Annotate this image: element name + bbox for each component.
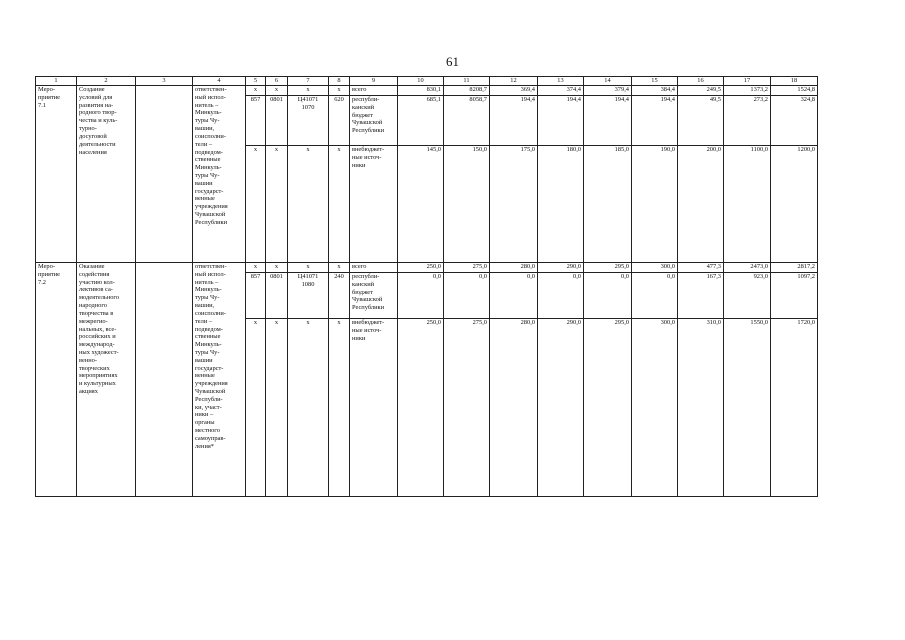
value-cell: 1524,8	[771, 86, 818, 96]
value-cell: 280,0	[490, 263, 538, 273]
header-cell: 6	[266, 77, 288, 86]
header-cell: 16	[678, 77, 724, 86]
header-cell: 3	[136, 77, 193, 86]
header-cell: 7	[288, 77, 329, 86]
value-cell: 150,0	[444, 146, 490, 263]
grbs-code: 857	[246, 96, 266, 146]
measure-col3	[136, 263, 193, 497]
section-code: х	[266, 319, 288, 497]
value-cell: 249,5	[678, 86, 724, 96]
header-cell: 12	[490, 77, 538, 86]
target-item-code: х	[288, 319, 329, 497]
header-cell: 2	[77, 77, 136, 86]
value-cell: 1720,0	[771, 319, 818, 497]
value-cell: 1097,2	[771, 273, 818, 319]
value-cell: 2817,2	[771, 263, 818, 273]
value-cell: 300,0	[632, 319, 678, 497]
table-row	[36, 86, 818, 96]
table-row	[36, 263, 818, 273]
expense-type-code: х	[329, 86, 350, 96]
value-cell: 194,4	[490, 96, 538, 146]
value-cell: 250,0	[398, 263, 444, 273]
value-cell: 310,0	[678, 319, 724, 497]
section-code: 0801	[266, 96, 288, 146]
value-cell: 0,0	[444, 273, 490, 319]
measure-description: Оказание содействия участию кол- лективов са- модеятельного народного творчества в межрегио- нальных, все- российских и международ- ных художест- венно- творческих мероприятиях и культурных акциях	[77, 263, 136, 497]
value-cell: 8058,7	[444, 96, 490, 146]
value-cell: 369,4	[490, 86, 538, 96]
section-code: 0801	[266, 273, 288, 319]
grbs-code: х	[246, 86, 266, 96]
value-cell: 2473,0	[724, 263, 771, 273]
header-cell: 17	[724, 77, 771, 86]
value-cell: 185,0	[584, 146, 632, 263]
value-cell: 145,0	[398, 146, 444, 263]
value-cell: 290,0	[538, 319, 584, 497]
header-cell: 1	[36, 77, 77, 86]
value-cell: 275,0	[444, 319, 490, 497]
header-cell: 13	[538, 77, 584, 86]
value-cell: 0,0	[538, 273, 584, 319]
funding-source: всего	[350, 86, 398, 96]
value-cell: 180,0	[538, 146, 584, 263]
value-cell: 830,1	[398, 86, 444, 96]
header-cell: 9	[350, 77, 398, 86]
value-cell: 0,0	[398, 273, 444, 319]
measure-executors: ответствен- ный испол- нитель – Минкуль- туры Чу- вашии, соисполни- тели – подведом- ственные Минкуль- туры Чу- вашии государст- венные учреждения Чувашской Республики	[193, 86, 246, 263]
value-cell: 477,3	[678, 263, 724, 273]
header-cell: 4	[193, 77, 246, 86]
value-cell: 175,0	[490, 146, 538, 263]
measure-executors: ответствен- ный испол- нитель – Минкуль- туры Чу- вашии, соисполни- тели – подведом- ственные Минкуль- туры Чу- вашии государст- венные учреждения Чувашской Республи- ки, участ- ники – органы местного самоуправ- ления*	[193, 263, 246, 497]
value-cell: 273,2	[724, 96, 771, 146]
target-item-code: Ц41071 1070	[288, 96, 329, 146]
funding-source: республи- канский бюджет Чувашской Республики	[350, 273, 398, 319]
funding-source: внебюджет- ные источ- ники	[350, 146, 398, 263]
value-cell: 379,4	[584, 86, 632, 96]
header-cell: 10	[398, 77, 444, 86]
value-cell: 275,0	[444, 263, 490, 273]
value-cell: 194,4	[632, 96, 678, 146]
section-code: х	[266, 146, 288, 263]
funding-source: республи- канский бюджет Чувашской Республики	[350, 96, 398, 146]
value-cell: 0,0	[584, 273, 632, 319]
funding-source: всего	[350, 263, 398, 273]
target-item-code: х	[288, 86, 329, 96]
value-cell: 167,3	[678, 273, 724, 319]
value-cell: 8208,7	[444, 86, 490, 96]
program-measures-table	[35, 76, 818, 497]
section-code: х	[266, 263, 288, 273]
value-cell: 0,0	[490, 273, 538, 319]
expense-type-code: 620	[329, 96, 350, 146]
expense-type-code: х	[329, 319, 350, 497]
header-cell: 14	[584, 77, 632, 86]
value-cell: 0,0	[632, 273, 678, 319]
target-item-code: х	[288, 263, 329, 273]
value-cell: 290,0	[538, 263, 584, 273]
value-cell: 384,4	[632, 86, 678, 96]
value-cell: 49,5	[678, 96, 724, 146]
value-cell: 685,1	[398, 96, 444, 146]
expense-type-code: х	[329, 146, 350, 263]
target-item-code: х	[288, 146, 329, 263]
value-cell: 1100,0	[724, 146, 771, 263]
grbs-code: х	[246, 319, 266, 497]
header-cell: 11	[444, 77, 490, 86]
value-cell: 190,0	[632, 146, 678, 263]
header-cell: 5	[246, 77, 266, 86]
header-cell: 15	[632, 77, 678, 86]
measure-description: Создание условий для развития на- родного твор- чества и куль- турно- досуговой деятельности населения	[77, 86, 136, 263]
header-cell: 8	[329, 77, 350, 86]
value-cell: 295,0	[584, 263, 632, 273]
measure-number: Меро- приятие 7.2	[36, 263, 77, 497]
value-cell: 194,4	[538, 96, 584, 146]
value-cell: 295,0	[584, 319, 632, 497]
grbs-code: х	[246, 263, 266, 273]
value-cell: 923,0	[724, 273, 771, 319]
value-cell: 200,0	[678, 146, 724, 263]
expense-type-code: х	[329, 263, 350, 273]
value-cell: 194,4	[584, 96, 632, 146]
page-number: 61	[446, 54, 459, 69]
header-cell: 18	[771, 77, 818, 86]
value-cell: 1550,0	[724, 319, 771, 497]
value-cell: 300,0	[632, 263, 678, 273]
value-cell: 250,0	[398, 319, 444, 497]
measure-col3	[136, 86, 193, 263]
funding-source: внебюджет- ные источ- ники	[350, 319, 398, 497]
value-cell: 1373,2	[724, 86, 771, 96]
measure-number: Меро- приятие 7.1	[36, 86, 77, 263]
grbs-code: 857	[246, 273, 266, 319]
value-cell: 324,8	[771, 96, 818, 146]
target-item-code: Ц41071 1080	[288, 273, 329, 319]
header-row	[36, 77, 818, 86]
grbs-code: х	[246, 146, 266, 263]
value-cell: 280,0	[490, 319, 538, 497]
section-code: х	[266, 86, 288, 96]
expense-type-code: 240	[329, 273, 350, 319]
value-cell: 1200,0	[771, 146, 818, 263]
value-cell: 374,4	[538, 86, 584, 96]
